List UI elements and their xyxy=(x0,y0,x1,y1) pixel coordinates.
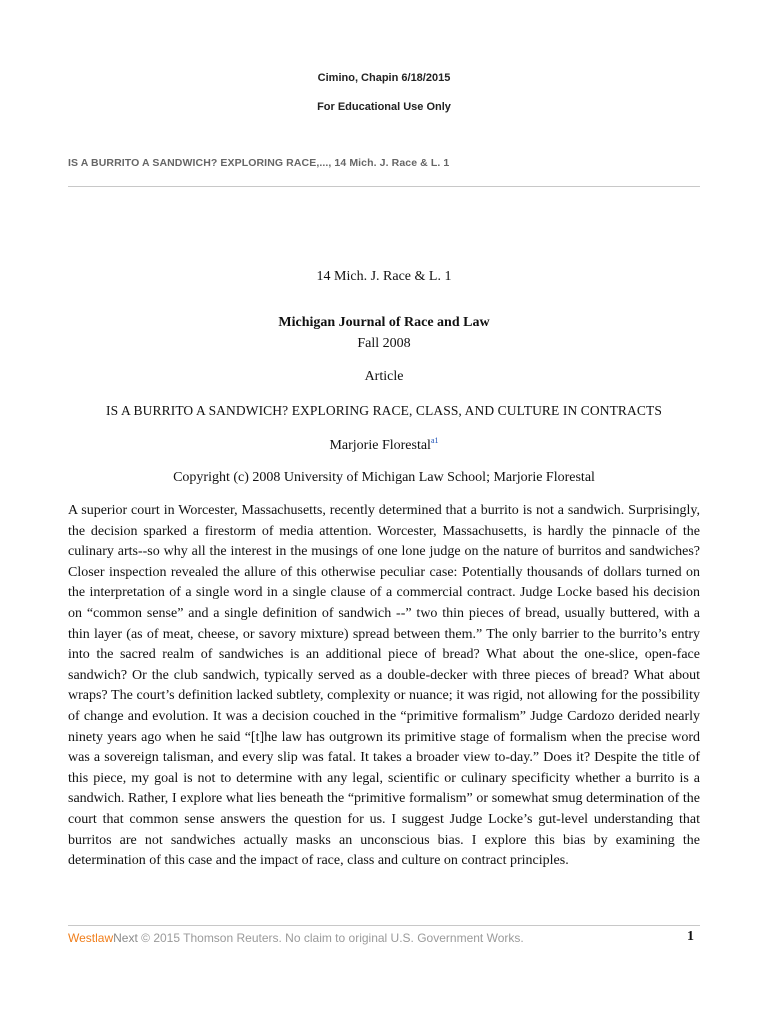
journal-season: Fall 2008 xyxy=(357,336,411,351)
header-divider xyxy=(68,186,700,187)
header-user-date: Cimino, Chapin 6/18/2015 xyxy=(317,72,451,84)
author-name: Marjorie Florestal xyxy=(329,438,431,453)
page-number: 1 xyxy=(687,929,694,944)
westlaw-logo-text: Westlaw xyxy=(68,931,114,945)
author-footnote-link[interactable]: a1 xyxy=(430,436,439,445)
copyright-notice: Copyright (c) 2008 University of Michigan Law School; Marjorie Florestal xyxy=(173,470,595,485)
article-title: IS A BURRITO A SANDWICH? EXPLORING RACE, CLASS, AND CULTURE IN CONTRACTS xyxy=(106,403,662,418)
footer-notice xyxy=(68,931,524,945)
westlaw-next-logo-text: Next xyxy=(113,931,138,945)
footer-divider xyxy=(68,925,700,926)
article-citation: 14 Mich. J. Race & L. 1 xyxy=(316,269,452,284)
article-body-paragraph: A superior court in Worcester, Massachusetts, recently determined that a burrito is not a sandwich. Surprisingly, the decision sparked a firestorm of media attention. Worcester, Massachusetts, is hardly the pinnacle of the culinary arts--so why all the interest in the musings of one lone judge on the nature of burritos and sandwiches? Closer inspection revealed the allure of this otherwise peculiar case: Potentially thousands of dollars turned on the interpretation of a single word in a single clause of a commercial contract. Judge Locke based his decision on “common sense” and a single definition of sandwich --” two thin pieces of bread, usually buttered, with a thin layer (as of meat, cheese, or savory mixture) spread between them.” The only barrier to the burrito’s entry into the sacred realm of sandwiches is an additional piece of bread? What about the one-slice, open-face sandwich? Or the club sandwich, typically served as a double-decker with three pieces of bread? What about wraps? The court’s definition lacked subtlety, complexity or nuance; it was rigid, not allowing for the possibility of change and evolution. It was a decision couched in the “primitive formalism” Judge Cardozo derided nearly ninety years ago when he said “[t]he law has outgrown its primitive stage of formalism when the precise word was a sovereign talisman, and every slip was fatal. It takes a broader view to-day.” Does it? Despite the title of this piece, my goal is not to determine with any legal, scientific or culinary specificity whether a burrito is a sandwich. Rather, I explore what lies beneath the “primitive formalism” or somewhat smug determination of the court that common sense answers the question for us. I suggest Judge Locke’s gut-level understanding that burritos are not sandwiches actually masks an unconscious bias. I explore this bias by examining the determination of this case and the impact of race, class and culture on contract principles. xyxy=(68,503,700,869)
copyright-footer-text: © 2015 Thomson Reuters. No claim to original U.S. Government Works. xyxy=(137,931,524,945)
author-line xyxy=(40,436,728,454)
journal-name: Michigan Journal of Race and Law xyxy=(278,315,490,330)
running-title: IS A BURRITO A SANDWICH? EXPLORING RACE,..., 14 Mich. J. Race & L. 1 xyxy=(68,157,450,169)
header-usage-notice: For Educational Use Only xyxy=(317,101,451,113)
document-type: Article xyxy=(364,369,404,384)
